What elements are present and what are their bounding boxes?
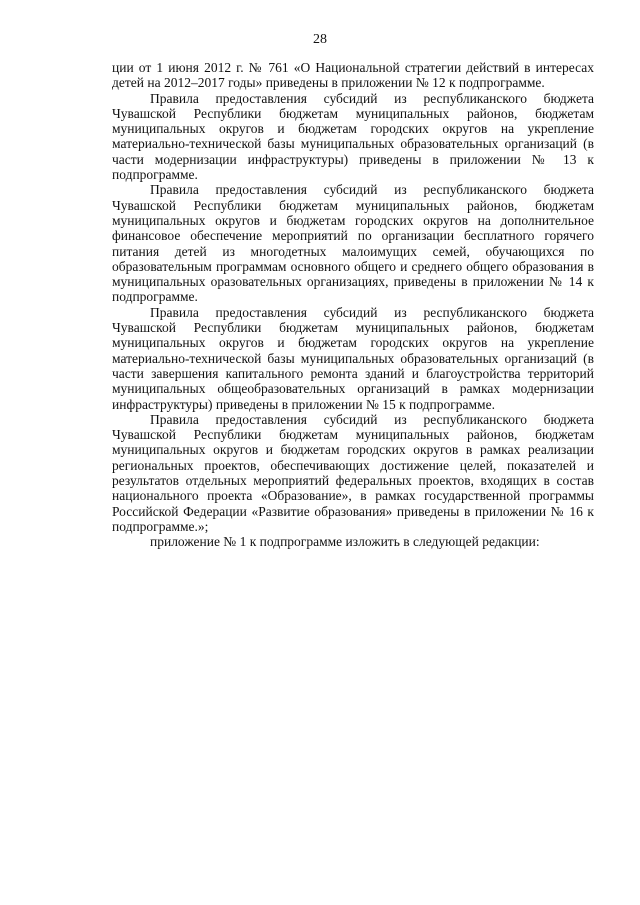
paragraph-appendix-14: Правила предоставления субсидий из республиканского бюджета Чувашской Республики бюджетам муниципальных районов, бюджетам муниципальных округов и бюджетам городских округов на дополнительное финансовое обеспечение мероприятий по организации бесплатного горячего питания детей из многодетных малоимущих семей, обучающихся по образовательным программам основного общего и среднего общего образования в муниципальных оразовательных организациях, приведены в приложении № 14 к подпрограмме. — [112, 182, 594, 305]
paragraph-appendix-13: Правила предоставления субсидий из республиканского бюджета Чувашской Республики бюджетам муниципальных районов, бюджетам муниципальных округов и бюджетам городских округов на укрепление материально-технической базы муниципальных образовательных организаций (в части модернизации инфраструктуры) приведены в приложении № 13 к подпрограмме. — [112, 90, 594, 183]
page-number: 28 — [313, 32, 327, 47]
paragraph-continuation: ции от 1 июня 2012 г. № 761 «О Национальной стратегии действий в интересах детей на 2012–2017 годы» приведены в приложении № 12 к подпрограмме. — [112, 60, 594, 91]
paragraph-appendix-1-instruction: приложение № 1 к подпрограмме изложить в следующей редакции: — [150, 534, 540, 550]
paragraph-appendix-15: Правила предоставления субсидий из республиканского бюджета Чувашской Республики бюджетам муниципальных районов, бюджетам муниципальных округов и бюджетам городских округов на укрепление материально-технической базы муниципальных образовательных организаций (в части завершения капитального ремонта зданий и благоустройства территорий муниципальных общеобразовательных организаций в рамках модернизации инфраструктуры) приведены в приложении № 15 к подпрограмме. — [112, 304, 594, 412]
document-body — [112, 60, 594, 550]
paragraph-appendix-16: Правила предоставления субсидий из республиканского бюджета Чувашской Республики бюджетам муниципальных районов, бюджетам муниципальных округов и бюджетам городских округов в рамках реализации региональных проектов, обеспечивающих достижение целей, показателей и результатов отдельных мероприятий федеральных проектов, входящих в состав национального проекта «Образование», в рамках государственной программы Российской Федерации «Развитие образования» приведены в приложении № 16 к подпрограмме.»; — [112, 411, 594, 534]
